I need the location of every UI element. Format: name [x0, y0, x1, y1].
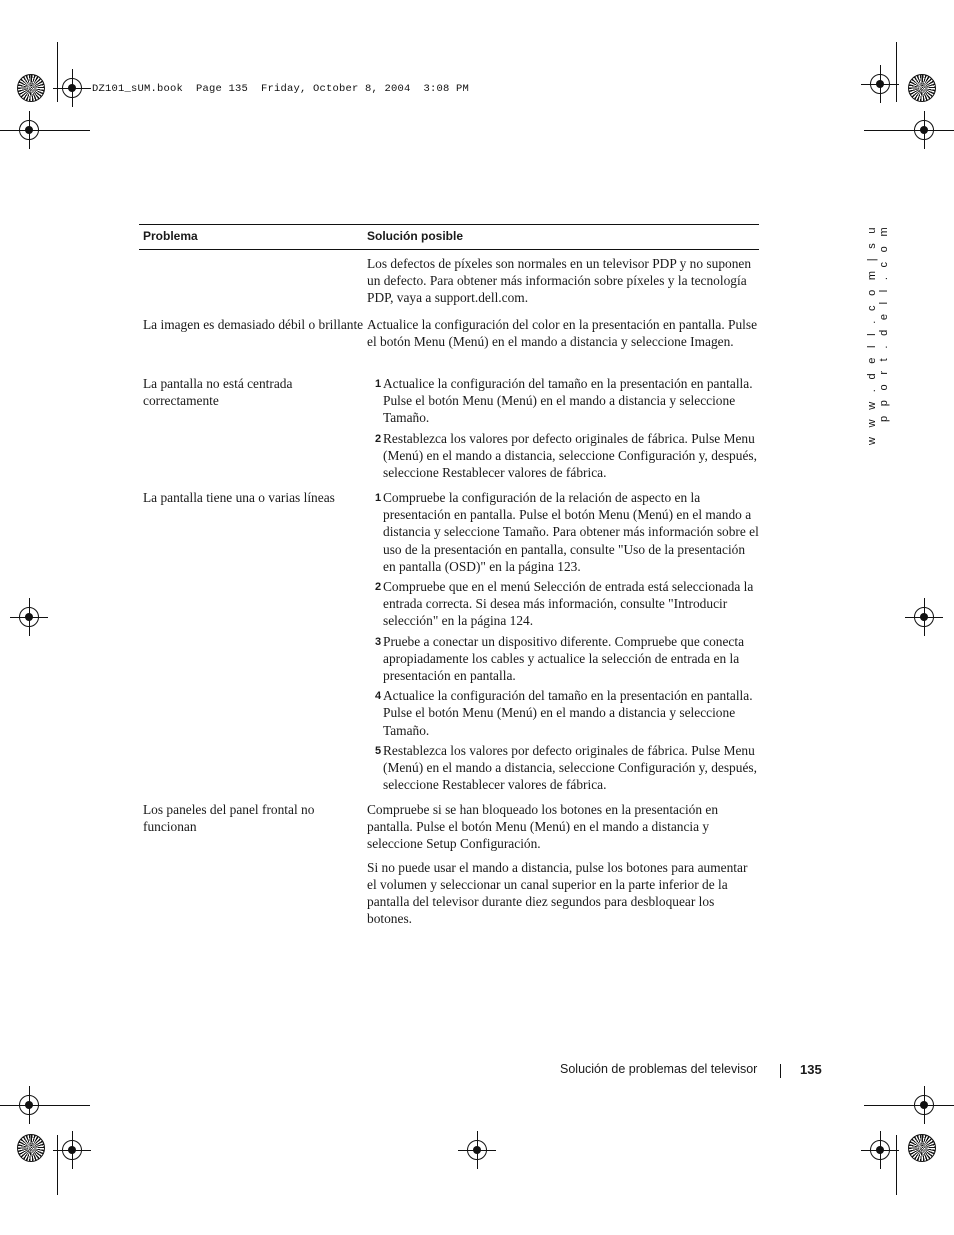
step-text: Restablezca los valores por defecto originales de fábrica. Pulse Menu (Menú) en el mando a distancia, seleccione Configuración y, después, seleccione Restablecer valores de fábrica. — [383, 430, 757, 481]
step-text: Compruebe que en el menú Selección de entrada está seleccionada la entrada correcta. Si desea más información, consulte "Introducir selección" en la página 124. — [383, 579, 754, 629]
crop-mark — [57, 42, 58, 102]
solution-cell — [367, 316, 759, 350]
solution-step — [367, 489, 759, 575]
crop-mark — [57, 1135, 58, 1195]
table-row — [139, 375, 759, 481]
color-target-icon — [908, 1134, 936, 1162]
solution-paragraph: Si no puede usar el mando a distancia, pulse los botones para aumentar el volumen y seleccionar un canal superior en la parte inferior de la pantalla del televisor durante diez segundos para desbloquear los botones. — [367, 859, 748, 927]
solution-paragraph: Compruebe si se han bloqueado los botones en la presentación en pantalla. Pulse el botón Menu (Menú) en el mando a distancia y seleccione Setup Configuración. — [367, 802, 719, 852]
crop-mark — [896, 1135, 897, 1195]
step-number: 4 — [375, 690, 382, 703]
solution-cell — [367, 255, 759, 307]
color-target-icon — [908, 74, 936, 102]
problem-cell: La pantalla no está centrada correctamente — [143, 376, 293, 409]
registration-mark-icon — [62, 78, 82, 98]
solution-cell — [367, 489, 759, 793]
registration-mark-icon — [19, 607, 39, 627]
problem-cell: La pantalla tiene una o varias líneas — [143, 490, 335, 505]
step-number: 1 — [375, 492, 382, 504]
problem-cell: La imagen es demasiado débil o brillante — [143, 317, 364, 332]
solution-paragraph: Los defectos de píxeles son normales en un televisor PDP y no suponen un defecto. Para obtener más información sobre píxeles y la tecnología PDP, vaya a support.dell.com. — [367, 256, 752, 306]
color-target-icon — [17, 1134, 45, 1162]
side-url: w w w . d e l l . c o m | s u p p o r t . d e l l . c o m — [866, 224, 890, 445]
solution-cell — [367, 801, 759, 927]
registration-mark-icon — [870, 74, 890, 94]
step-text: Actualice la configuración del tamaño en la presentación en pantalla. Pulse el botón Menu (Menú) en el mando a distancia y seleccione Tamaño. — [383, 376, 753, 426]
table-row — [139, 316, 759, 350]
registration-mark-icon — [914, 120, 934, 140]
table-row — [139, 255, 759, 307]
problem-cell — [139, 255, 367, 307]
step-text: Actualice la configuración del tamaño en la presentación en pantalla. Pulse el botón Menu (Menú) en el mando a distancia y seleccione Tamaño. — [383, 688, 753, 738]
registration-mark-icon — [19, 120, 39, 140]
solution-step — [367, 578, 759, 630]
footer-separator — [780, 1064, 781, 1078]
step-text: Compruebe la configuración de la relación de aspecto en la presentación en pantalla. Pulse el botón Menu (Menú) en el mando a distancia y seleccione Tamaño. Para obtener más información sobre el uso de la presentación en pantalla, consulte "Uso de la presentación en pantalla (OSD)" en la página 123. — [383, 490, 759, 574]
solution-paragraph: Actualice la configuración del color en la presentación en pantalla. Pulse el botón Menu (Menú) en el mando a distancia y seleccione Imagen. — [367, 317, 758, 350]
color-target-icon — [17, 74, 45, 102]
step-number: 3 — [375, 635, 382, 648]
step-text: Pruebe a conectar un dispositivo diferente. Compruebe que conecta apropiadamente los cables y actualice la selección de entrada en la presentación en pantalla. — [383, 633, 745, 684]
troubleshooting-table — [139, 224, 759, 927]
step-number: 2 — [375, 432, 382, 445]
header-solution: Solución posible — [367, 229, 464, 243]
solution-step — [367, 375, 759, 427]
page-number: 135 — [800, 1062, 822, 1077]
table-row — [139, 489, 759, 793]
solution-step — [367, 742, 759, 794]
registration-mark-icon — [870, 1140, 890, 1160]
registration-mark-icon — [914, 607, 934, 627]
header-problem: Problema — [143, 229, 198, 243]
step-text: Restablezca los valores por defecto originales de fábrica. Pulse Menu (Menú) en el mando a distancia, seleccione Configuración y, después, seleccione Restablecer valores de fábrica. — [383, 742, 757, 793]
solution-cell — [367, 375, 759, 481]
solution-step — [367, 687, 759, 739]
registration-mark-icon — [62, 1140, 82, 1160]
step-number: 5 — [375, 744, 382, 757]
registration-mark-icon — [914, 1095, 934, 1115]
step-number: 1 — [375, 378, 382, 390]
solution-step — [367, 430, 759, 482]
table-row — [139, 801, 759, 927]
solution-step — [367, 633, 759, 685]
registration-mark-icon — [19, 1095, 39, 1115]
print-header: DZ101_sUM.book Page 135 Friday, October 8, 2004 3:08 PM — [92, 83, 470, 95]
footer-section-title: Solución de problemas del televisor — [560, 1062, 758, 1076]
step-number: 2 — [375, 581, 382, 594]
problem-cell: Los paneles del panel frontal no funcionan — [143, 802, 315, 835]
table-header — [139, 224, 759, 250]
crop-mark — [896, 42, 897, 102]
registration-mark-icon — [467, 1140, 487, 1160]
